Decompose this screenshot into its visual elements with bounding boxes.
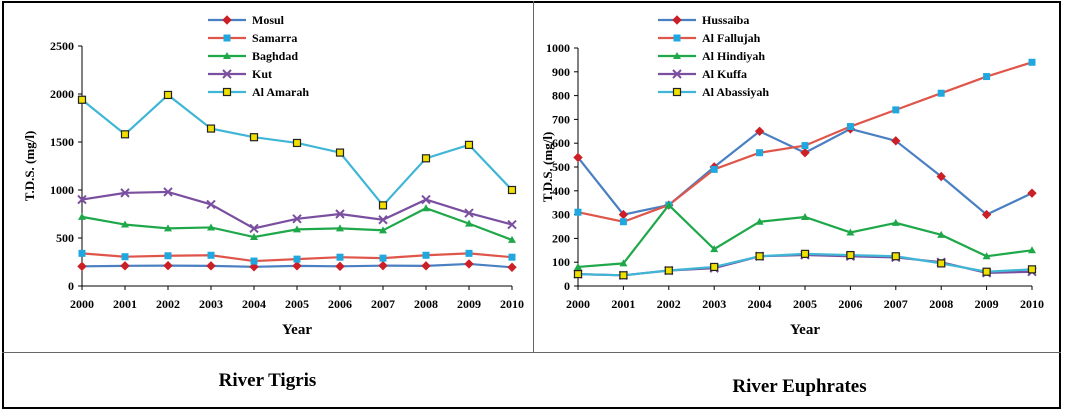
data-point bbox=[983, 268, 990, 275]
series-line bbox=[578, 129, 1032, 215]
x-tick-label: 2004 bbox=[747, 297, 772, 311]
legend-label: Samarra bbox=[252, 31, 298, 45]
series-al-fallujah bbox=[575, 59, 1036, 225]
data-point bbox=[336, 262, 344, 270]
series-al-abassiyah bbox=[575, 250, 1036, 278]
data-point bbox=[208, 252, 215, 259]
data-point bbox=[379, 262, 387, 270]
caption-divider bbox=[2, 352, 1061, 353]
x-tick-label: 2003 bbox=[199, 297, 223, 311]
x-tick-label: 2002 bbox=[656, 297, 681, 311]
x-tick-label: 2005 bbox=[285, 297, 309, 311]
data-point bbox=[465, 260, 473, 268]
data-point bbox=[380, 255, 387, 262]
legend-item-baghdad bbox=[208, 49, 298, 63]
data-point bbox=[801, 149, 809, 157]
data-point bbox=[665, 267, 672, 274]
data-point bbox=[711, 263, 718, 270]
y-tick-label: 1500 bbox=[50, 135, 74, 149]
x-tick-label: 2009 bbox=[457, 297, 481, 311]
legend-swatch-marker bbox=[224, 89, 231, 96]
legend-item-al-amarah bbox=[208, 85, 309, 99]
x-tick-label: 2006 bbox=[838, 297, 863, 311]
x-tick-label: 2010 bbox=[500, 297, 524, 311]
series-line bbox=[82, 95, 512, 205]
legend-item-al-abassiyah bbox=[658, 85, 769, 99]
data-point bbox=[756, 149, 763, 156]
series-hussaiba bbox=[574, 125, 1036, 219]
data-point bbox=[422, 204, 430, 211]
legend-item-al-fallujah bbox=[658, 31, 761, 45]
y-tick-label: 100 bbox=[552, 255, 570, 270]
x-tick-label: 2000 bbox=[70, 297, 94, 311]
data-point bbox=[423, 155, 430, 162]
legend-label: Al Abassiyah bbox=[702, 85, 770, 99]
series-line bbox=[578, 62, 1032, 221]
data-point bbox=[1029, 59, 1036, 66]
data-point bbox=[122, 253, 129, 260]
x-tick-label: 2010 bbox=[1020, 297, 1044, 311]
data-point bbox=[208, 125, 215, 132]
data-point bbox=[892, 106, 899, 113]
tigris-caption: River Tigris bbox=[218, 370, 317, 391]
data-point bbox=[78, 262, 86, 270]
x-tick-label: 2001 bbox=[611, 297, 636, 311]
data-point bbox=[1029, 266, 1036, 273]
data-point bbox=[293, 262, 301, 270]
legend-item-al-hindiyah bbox=[658, 49, 765, 63]
x-tick-label: 2000 bbox=[566, 297, 590, 311]
data-point bbox=[802, 250, 809, 257]
series-line bbox=[82, 192, 512, 228]
legend-swatch-marker bbox=[673, 16, 681, 24]
y-axis-title: T.D.S. (mg/l) bbox=[22, 130, 37, 202]
series-al-amarah bbox=[79, 91, 516, 208]
y-tick-label: 1000 bbox=[546, 41, 570, 55]
y-tick-label: 300 bbox=[552, 207, 570, 222]
y-tick-label: 1000 bbox=[50, 183, 74, 197]
y-tick-label: 2500 bbox=[50, 39, 74, 53]
x-tick-label: 2004 bbox=[242, 297, 266, 311]
data-point bbox=[938, 260, 945, 267]
data-point bbox=[756, 253, 763, 260]
data-point bbox=[575, 271, 582, 278]
x-axis-title: Year bbox=[282, 322, 312, 338]
y-tick-label: 200 bbox=[552, 231, 570, 246]
data-point bbox=[1028, 189, 1036, 197]
data-point bbox=[207, 262, 215, 270]
legend-swatch-marker bbox=[674, 89, 681, 96]
euphrates-caption: River Euphrates bbox=[732, 376, 867, 397]
data-point bbox=[122, 131, 129, 138]
data-point bbox=[575, 209, 582, 216]
legend-label: Al Fallujah bbox=[702, 31, 761, 45]
x-tick-label: 2003 bbox=[702, 297, 727, 311]
y-tick-label: 500 bbox=[552, 160, 570, 174]
legend-item-samarra bbox=[208, 31, 297, 45]
x-axis-title: Year bbox=[790, 322, 820, 338]
data-point bbox=[509, 187, 516, 194]
legend-item-mosul bbox=[208, 13, 285, 27]
data-point bbox=[620, 272, 627, 279]
data-point bbox=[337, 149, 344, 156]
legend-item-hussaiba bbox=[658, 13, 749, 27]
legend-swatch-marker bbox=[224, 35, 231, 42]
legend-label: Hussaiba bbox=[702, 13, 750, 27]
data-point bbox=[509, 254, 516, 261]
tigris-chart bbox=[0, 0, 534, 352]
y-tick-label: 0 bbox=[564, 279, 570, 293]
data-point bbox=[711, 166, 718, 173]
data-point bbox=[892, 253, 899, 260]
data-point bbox=[620, 218, 627, 225]
data-point bbox=[294, 139, 301, 146]
y-tick-label: 0 bbox=[68, 279, 74, 293]
data-point bbox=[802, 142, 809, 149]
data-point bbox=[423, 252, 430, 259]
x-tick-label: 2007 bbox=[883, 297, 908, 311]
legend-label: Baghdad bbox=[252, 49, 299, 63]
x-tick-label: 2007 bbox=[371, 297, 395, 311]
legend-item-kut bbox=[208, 67, 272, 81]
data-point bbox=[422, 262, 430, 270]
series-samarra bbox=[79, 250, 516, 265]
data-point bbox=[79, 250, 86, 257]
data-point bbox=[847, 252, 854, 259]
legend-label: Mosul bbox=[252, 13, 285, 27]
y-tick-label: 2000 bbox=[50, 87, 74, 101]
data-point bbox=[380, 202, 387, 209]
legend-item-al-kuffa bbox=[658, 67, 747, 81]
y-tick-label: 600 bbox=[552, 136, 570, 151]
data-point bbox=[294, 256, 301, 263]
y-tick-label: 400 bbox=[552, 183, 570, 198]
legend-label: Al Amarah bbox=[252, 85, 309, 99]
legend-label: Al Hindiyah bbox=[702, 49, 766, 63]
data-point bbox=[251, 134, 258, 141]
legend-label: Al Kuffa bbox=[702, 67, 747, 81]
data-point bbox=[847, 123, 854, 130]
data-point bbox=[337, 254, 344, 261]
data-point bbox=[165, 91, 172, 98]
data-point bbox=[466, 250, 473, 257]
series-baghdad bbox=[78, 204, 516, 243]
legend-swatch-marker bbox=[223, 16, 231, 24]
data-point bbox=[508, 263, 516, 271]
euphrates-chart bbox=[534, 0, 1064, 352]
data-point bbox=[165, 252, 172, 259]
data-point bbox=[121, 262, 129, 270]
x-tick-label: 2001 bbox=[113, 297, 137, 311]
legend-swatch-marker bbox=[674, 35, 681, 42]
x-tick-label: 2006 bbox=[328, 297, 352, 311]
x-tick-label: 2002 bbox=[156, 297, 180, 311]
y-tick-label: 900 bbox=[552, 64, 570, 79]
data-point bbox=[164, 262, 172, 270]
x-tick-label: 2008 bbox=[929, 297, 954, 311]
y-axis-title: T.D.S. (mg/l) bbox=[540, 131, 555, 203]
data-point bbox=[466, 141, 473, 148]
x-tick-label: 2005 bbox=[793, 297, 817, 311]
x-tick-label: 2009 bbox=[974, 297, 999, 311]
data-point bbox=[983, 73, 990, 80]
y-tick-label: 700 bbox=[552, 112, 570, 127]
data-point bbox=[251, 258, 258, 265]
y-tick-label: 500 bbox=[56, 231, 74, 245]
y-tick-label: 800 bbox=[552, 88, 570, 103]
data-point bbox=[79, 96, 86, 103]
series-line bbox=[82, 208, 512, 240]
data-point bbox=[938, 90, 945, 97]
legend-label: Kut bbox=[252, 67, 273, 81]
x-tick-label: 2008 bbox=[414, 297, 438, 311]
